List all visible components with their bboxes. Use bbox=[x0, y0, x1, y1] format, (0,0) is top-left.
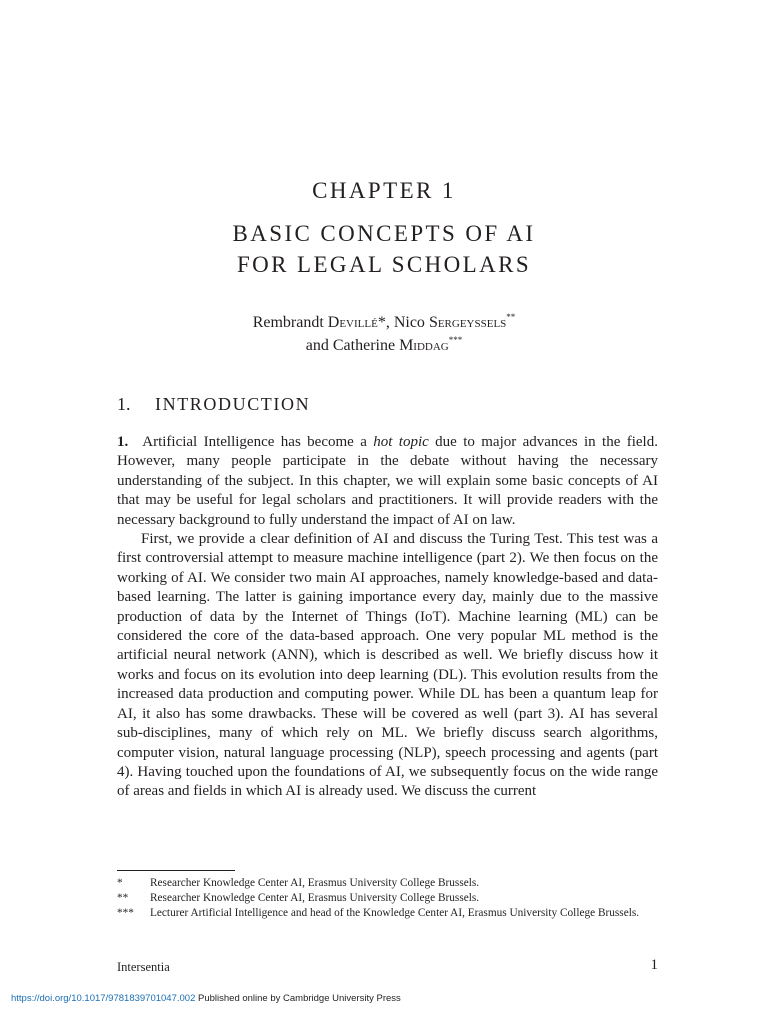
footnote-text: Lecturer Artificial Intelligence and head of the Knowledge Center AI, Erasmus University College Brussels. bbox=[150, 907, 640, 919]
paragraph-2: First, we provide a clear definition of AI and discuss the Turing Test. This test was a first controversial attempt to measure machine intelligence (part 2). We then focus on the working of AI. We consider two main AI approaches, namely knowledge-based and data-based learning. The latter is gaining importance every day, mainly due to the massive production of data by the Internet of Things (IoT). Machine learning (ML) can be considered the core of the data-based approach. One very popular ML method is the artificial neural network (ANN), which is described as well. We briefly discuss how it works and focus on its evolution into deep learning (DL). This evolution results from the increased data production and computing power. While DL has been a quantum leap for AI, it also has some drawbacks. These will be covered as well (part 3). AI has several sub-disciplines, many of which rely on ML. We briefly discuss search algorithms, computer vision, natural language processing (NLP), speech processing and agents (part 4). Having touched upon the foundations of AI, we subsequently focus on the wide range of areas and fields in which AI is already used. We discuss the current bbox=[117, 531, 658, 800]
author-line-1 bbox=[0, 311, 768, 334]
footnote-mark: *** bbox=[117, 907, 134, 919]
paragraph-number: 1. bbox=[117, 434, 129, 450]
author-1-surname: Devillé bbox=[327, 314, 378, 331]
footnote-rule bbox=[117, 870, 235, 871]
author-2-surname: Sergeyssels bbox=[428, 314, 507, 331]
author-2-footnote-mark: ** bbox=[506, 312, 516, 322]
paragraph-1 bbox=[117, 433, 658, 530]
paragraph-1-text-end: due to major advances in the field. However, many people participate in the debate without having the necessary understanding of the subject. In this chapter, we will explain some basic concepts of AI that may be useful for legal scholars and practitioners. It will provide readers with the necessary background to fully understand the impact of AI on law. bbox=[117, 434, 658, 528]
author-1-footnote-mark: * bbox=[377, 314, 386, 331]
author-3-footnote-mark: *** bbox=[448, 335, 463, 345]
chapter-title-line-2: FOR LEGAL SCHOLARS bbox=[236, 252, 532, 277]
author-separator: , Nico bbox=[385, 314, 429, 331]
section-number: 1. bbox=[117, 394, 131, 414]
section-title: INTRODUCTION bbox=[155, 394, 311, 414]
author-3-surname: Middag bbox=[399, 337, 449, 354]
footnote-mark: ** bbox=[117, 892, 129, 904]
author-3-prefix: and Catherine bbox=[305, 337, 400, 354]
chapter-heading bbox=[0, 176, 768, 280]
footnote-mark: * bbox=[117, 877, 123, 889]
footnote-text: Researcher Knowledge Center AI, Erasmus University College Brussels. bbox=[150, 892, 480, 904]
footnote bbox=[117, 876, 658, 891]
chapter-title-line-1: BASIC CONCEPTS OF AI bbox=[232, 221, 536, 246]
body-text bbox=[117, 433, 658, 802]
doi-link[interactable]: https://doi.org/10.1017/9781839701047.002 bbox=[11, 993, 196, 1004]
footnote-text: Researcher Knowledge Center AI, Erasmus University College Brussels. bbox=[150, 877, 480, 889]
paragraph-1-text-start: Artificial Intelligence has become a bbox=[142, 434, 374, 450]
author-line-2 bbox=[0, 334, 768, 357]
doi-notice bbox=[11, 993, 401, 1004]
footnotes bbox=[117, 876, 658, 921]
footnote bbox=[117, 906, 658, 921]
author-1-first-name: Rembrandt bbox=[252, 314, 328, 331]
paragraph-1-emphasis: hot topic bbox=[373, 434, 429, 450]
publisher-name: Intersentia bbox=[117, 960, 170, 974]
author-list bbox=[0, 311, 768, 357]
footnote bbox=[117, 891, 658, 906]
chapter-title bbox=[0, 218, 768, 280]
publication-note: Published online by Cambridge University Press bbox=[195, 993, 401, 1004]
page-number: 1 bbox=[650, 957, 658, 973]
chapter-number: CHAPTER 1 bbox=[312, 178, 456, 203]
section-heading bbox=[117, 392, 310, 416]
